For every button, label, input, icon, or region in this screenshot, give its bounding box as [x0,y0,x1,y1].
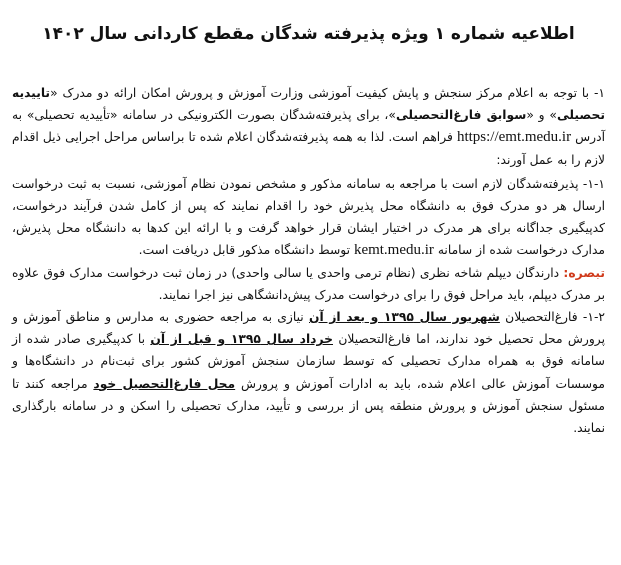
p11-text-b: توسط دانشگاه مذکور قابل دریافت است. [138,243,354,258]
p1-bold-graduation-records: سوابق فارغ‌التحصیلی [395,108,527,123]
p12-text-a: ۱-۲- فارغ‌التحصیلان [499,310,605,325]
p1-url: https://emt.medu.ir [456,129,572,146]
p12-underline-graduation-place: محل فارغ‌التحصیل خود [93,376,236,391]
p11-url: kemt.medu.ir [353,242,434,259]
p12-text-c: با کدپیگیری صادر شده از سامانه فوق به همراه مدارک تحصیلی که توسط سازمان سنجش آموزش کشور برای ثبت‌نام در دانشگاه‌ها و موسسات آموزش عالی اعلام شده، باید به ادارات آموزش و پرورش [12,332,605,391]
p1-text-a: ۱- با توجه به اعلام مرکز سنجش و پایش کیفیت آموزشی وزارت آموزش و پرورش امکان ارائه دو مدرک « [50,86,605,100]
p12-text-b: نیازی به مراجعه حضوری به مدارس و مناطق آموزش و پرورش محل تحصیل خود ندارند، اما فارغ‌التحصیلان [12,310,605,347]
paragraph-1 [12,82,605,171]
p11-text-a: ۱-۱- پذیرفته‌شدگان لازم است با مراجعه به سامانه مذکور و مشخص نمودن نظام آموزشی، نسبت به ثبت درخواست ارسال هر دو مدرک فوق به دانشگاه محل پذیرش خود را اقدام نمایند که پس از کامل شدن فرآیند درخواست، کدپیگیری جداگانه برای هر مدرک در اختیار ایشان قرار خواهد گرفت و با ارائه این کدها به دانشگاه محل پذیرش، مدارک درخواست شده از سامانه [12,176,605,258]
paragraph-1-2 [12,306,605,439]
paragraph-1-1 [12,173,605,262]
note-text: دارندگان دیپلم شاخه نظری (نظام ترمی واحدی یا سالی واحدی) در زمان ثبت درخواست مدارک فوق علاوه بر مدرک دیپلم، باید مراحل فوق را برای درخواست مدرک پیش‌دانشگاهی نیز اجرا نمایند. [12,265,605,302]
p12-text-d: مراجعه کنند تا مسئول سنجش آموزش و پرورش منطقه پس از بررسی و تأیید، مدارک تحصیلی را اسکن و در سامانه بارگذاری نمایند. [12,376,605,436]
p1-text-d: »، برای پذیرفته‌شدگان بصورت الکترونیکی در سامانه «تأییدیه تحصیلی» به آدرس [12,108,605,145]
page-title: اطلاعیه شماره ۱ ویژه پذیرفته شدگان مقطع کاردانی سال ۱۴۰۲ [42,24,575,44]
p12-underline-after-1395: شهریور سال ۱۳۹۵ و بعد از آن [309,310,500,325]
p12-underline-before-1395: خرداد سال ۱۳۹۵ و قبل از آن [150,332,333,347]
p1-bold-confirmation: تاییدیه تحصیلی [12,86,606,123]
p1-text-c: » و « [526,108,557,123]
p1-text-e: فراهم است. لذا به همه پذیرفته‌شدگان اعلام شده تا براساس مراحل اجرایی ذیل اقدام لازم را به عمل آورند: [12,130,605,167]
note-label: تبصره: [563,265,605,280]
note-paragraph [12,262,605,306]
